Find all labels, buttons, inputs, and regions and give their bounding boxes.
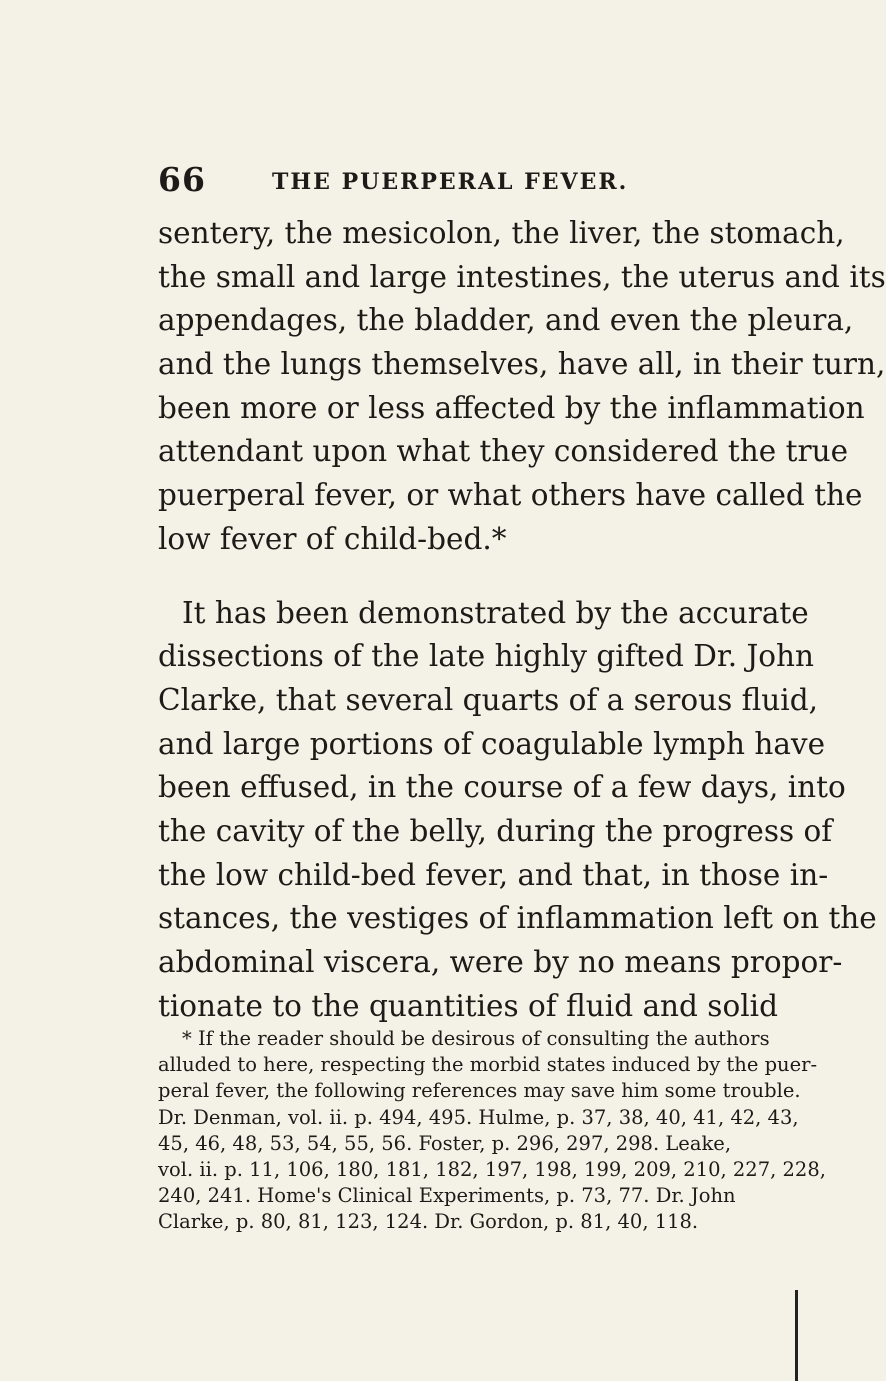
text-line: Clarke, that several quarts of a serous fluid, bbox=[158, 682, 818, 717]
paragraph bbox=[158, 212, 886, 562]
text-line: abdominal viscera, were by no means propor- bbox=[158, 945, 843, 979]
footnote-line: alluded to here, respecting the morbid states induced by the puer- bbox=[158, 1053, 818, 1077]
text-line: the small and large intestines, the uterus and its bbox=[158, 259, 886, 294]
text-line: the cavity of the belly, during the progress of bbox=[158, 813, 833, 848]
text-line: and the lungs themselves, have all, in their turn, bbox=[158, 347, 886, 382]
text-line: been more or less affected by the inflammation bbox=[158, 390, 865, 425]
text-line: puerperal fever, or what others have called the bbox=[158, 478, 863, 513]
text-line: It has been demonstrated by the accurate bbox=[182, 595, 809, 630]
text-line: the low child-bed fever, and that, in those in- bbox=[158, 857, 829, 892]
footnote-line: * If the reader should be desirous of consulting the authors bbox=[182, 1027, 770, 1050]
text-line: and large portions of coagulable lymph have bbox=[158, 726, 826, 761]
page-number: 66 bbox=[158, 160, 206, 199]
text-line: stances, the vestiges of inflammation left on the bbox=[158, 901, 877, 936]
page-edge-mark bbox=[795, 1290, 798, 1381]
body-text bbox=[158, 212, 886, 1028]
footnote-line: peral fever, the following references may save him some trouble. bbox=[158, 1079, 801, 1103]
paragraph bbox=[158, 592, 877, 1029]
footnote-line: vol. ii. p. 11, 106, 180, 181, 182, 197, 198, 199, 209, 210, 227, 228, bbox=[158, 1157, 826, 1181]
text-line: appendages, the bladder, and even the pleura, bbox=[158, 303, 854, 338]
text-line: attendant upon what they considered the true bbox=[158, 434, 849, 469]
text-line: dissections of the late highly gifted Dr. John bbox=[158, 639, 815, 674]
paragraph-gap bbox=[158, 562, 748, 592]
footnote-line: Dr. Denman, vol. ii. p. 494, 495. Hulme, p. 37, 38, 40, 41, 42, 43, bbox=[158, 1105, 799, 1129]
text-line: tionate to the quantities of fluid and solid bbox=[158, 988, 778, 1023]
text-line: been effused, in the course of a few days, into bbox=[158, 770, 846, 805]
footnote-line: 45, 46, 48, 53, 54, 55, 56. Foster, p. 296, 297, 298. Leake, bbox=[158, 1131, 732, 1155]
footnote bbox=[158, 1026, 826, 1236]
running-head: THE PUERPERAL FEVER. bbox=[272, 169, 629, 195]
footnote-line: Clarke, p. 80, 81, 123, 124. Dr. Gordon, p. 81, 40, 118. bbox=[158, 1210, 699, 1234]
page-header bbox=[158, 160, 718, 200]
footnote-line: 240, 241. Home's Clinical Experiments, p. 73, 77. Dr. John bbox=[158, 1184, 736, 1208]
text-line: low fever of child-bed.* bbox=[158, 521, 507, 556]
text-line: sentery, the mesicolon, the liver, the stomach, bbox=[158, 216, 845, 250]
